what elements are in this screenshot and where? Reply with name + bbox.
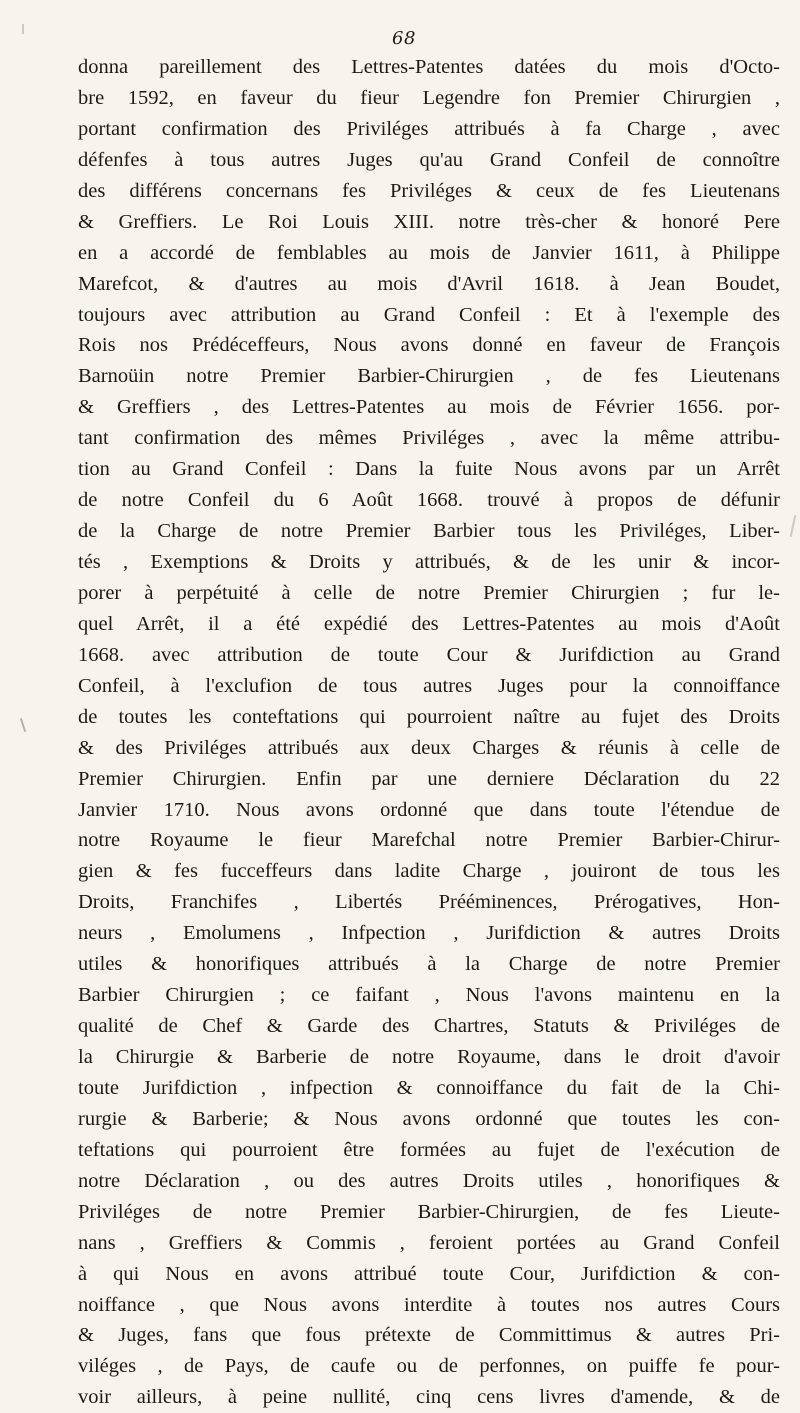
text-line: toute Jurifdiction , infpection & connoiffance du fait de la Chi- [78,1076,780,1099]
text-line: nans , Greffiers & Commis , feroient portées au Grand Confeil [78,1231,780,1254]
text-line: toujours avec attribution au Grand Confeil : Et à l'exemple des [78,303,780,326]
text-line: & Greffiers , des Lettres-Patentes au mois de Février 1656. por- [78,396,780,419]
page-edge-mark [20,718,26,732]
text-line: voir ailleurs, à peine nullité, cinq cens livres d'amende, & de [78,1386,780,1409]
text-line: Confeil, à l'exclufion de tous autres Juges pour la connoiffance [78,674,780,697]
text-line: Priviléges de notre Premier Barbier-Chirurgien, de fes Lieute- [78,1200,780,1223]
text-line: neurs , Emolumens , Infpection , Jurifdiction & autres Droits [78,922,780,945]
text-line: & Juges, fans que fous prétexte de Committimus & autres Pri- [78,1324,780,1347]
text-line: à qui Nous en avons attribué toute Cour, Jurifdiction & con- [78,1262,780,1285]
text-line: défenfes à tous autres Juges qu'au Grand Confeil de connoître [78,148,780,171]
text-line: notre Royaume le fieur Marefchal notre Premier Barbier-Chirur- [78,829,780,852]
text-line: de la Charge de notre Premier Barbier tous les Priviléges, Liber- [78,520,780,543]
text-line: Barbier Chirurgien ; ce faifant , Nous l'avons maintenu en la [78,984,780,1007]
text-line: porer à perpétuité à celle de notre Premier Chirurgien ; fur le- [78,581,780,604]
text-line: viléges , de Pays, de caufe ou de perfonnes, on puiffe fe pour- [78,1355,780,1378]
text-line: quel Arrêt, il a été expédié des Lettres-Patentes au mois d'Août [78,612,780,635]
text-line: Droits, Franchifes , Libertés Prééminences, Prérogatives, Hon- [78,891,780,914]
text-line: Marefcot, & d'autres au mois d'Avril 1618. à Jean Boudet, [78,272,780,295]
text-line: & des Priviléges attribués aux deux Charges & réunis à celle de [78,736,780,759]
text-line: noiffance , que Nous avons interdite à toutes nos autres Cours [78,1293,780,1316]
page-edge-mark [22,24,24,34]
body-text [78,52,780,1413]
text-line: Premier Chirurgien. Enfin par une derniere Déclaration du 22 [78,767,780,790]
text-line: 1668. avec attribution de toute Cour & Jurifdiction au Grand [78,643,780,666]
text-line: tant confirmation des mêmes Priviléges , avec la même attribu- [78,427,780,450]
text-line: donna pareillement des Lettres-Patentes datées du mois d'Octo- [78,56,780,78]
text-line: de notre Confeil du 6 Août 1668. trouvé à propos de défunir [78,489,780,512]
text-line: des différens concernans fes Priviléges & ceux de fes Lieutenans [78,179,780,202]
text-line: en a accordé de femblables au mois de Janvier 1611, à Philippe [78,241,780,264]
text-line: teftations qui pourroient être formées au fujet de l'exécution de [78,1138,780,1161]
page-number: 68 [392,28,416,49]
text-line: portant confirmation des Priviléges attribués à fa Charge , avec [78,117,780,140]
text-line: & Greffiers. Le Roi Louis XIII. notre très-cher & honoré Pere [78,210,780,233]
text-line: gien & fes fucceffeurs dans ladite Charge , jouiront de tous les [78,860,780,883]
page-edge-mark [790,515,797,537]
text-line: de toutes les conteftations qui pourroient naître au fujet des Droits [78,705,780,728]
text-line: tés , Exemptions & Droits y attribués, & de les unir & incor- [78,551,780,573]
text-line: Barnoüin notre Premier Barbier-Chirurgien , de fes Lieutenans [78,365,780,388]
text-line: la Chirurgie & Barberie de notre Royaume, dans le droit d'avoir [78,1046,780,1068]
text-line: rurgie & Barberie; & Nous avons ordonné que toutes les con- [78,1107,780,1130]
text-line: Janvier 1710. Nous avons ordonné que dans toute l'étendue de [78,798,780,821]
text-line: Rois nos Prédéceffeurs, Nous avons donné en faveur de François [78,334,780,357]
text-line: tion au Grand Confeil : Dans la fuite Nous avons par un Arrêt [78,458,780,481]
text-line: notre Déclaration , ou des autres Droits utiles , honorifiques & [78,1169,780,1192]
text-line: utiles & honorifiques attribués à la Charge de notre Premier [78,953,780,976]
text-line: qualité de Chef & Garde des Chartres, Statuts & Priviléges de [78,1015,780,1038]
text-line: bre 1592, en faveur du fieur Legendre fon Premier Chirurgien , [78,86,780,109]
